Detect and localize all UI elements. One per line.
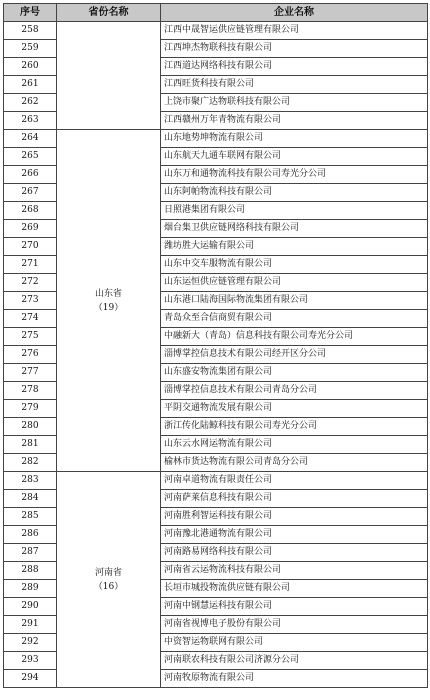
row-number: 288 (4, 562, 57, 580)
company-name: 潍坊胜大运输有限公司 (161, 238, 428, 256)
province-name: 河南省 (94, 567, 122, 578)
row-number: 294 (4, 670, 57, 688)
row-number: 272 (4, 274, 57, 292)
row-number: 278 (4, 382, 57, 400)
company-name: 河南豫北港通物流有限公司 (161, 526, 428, 544)
row-number: 269 (4, 220, 57, 238)
row-number: 279 (4, 400, 57, 418)
company-name: 山东盛安物流集团有限公司 (161, 364, 428, 382)
row-number: 275 (4, 328, 57, 346)
company-name: 中融新大（青岛）信息科技有限公司寿光分公司 (161, 328, 428, 346)
company-name: 平阴交通物流发展有限公司 (161, 400, 428, 418)
row-number: 285 (4, 508, 57, 526)
table-row (4, 22, 428, 40)
row-number: 266 (4, 166, 57, 184)
company-name: 淄博掌控信息技术有限公司经开区分公司 (161, 346, 428, 364)
row-number: 264 (4, 130, 57, 148)
company-name: 山东万和通物流科技有限公司寿光分公司 (161, 166, 428, 184)
company-name: 江西中晟智运供应链管理有限公司 (161, 22, 428, 40)
company-name: 江西旺货科技有限公司 (161, 76, 428, 94)
company-name: 河南牧原物流有限公司 (161, 670, 428, 688)
province-name: 山东省 (94, 288, 122, 299)
row-number: 263 (4, 112, 57, 130)
company-name: 山东地势坤物流有限公司 (161, 130, 428, 148)
row-number: 280 (4, 418, 57, 436)
row-number: 282 (4, 454, 57, 472)
province-count: （16） (93, 581, 124, 592)
company-name: 山东云水网运物流有限公司 (161, 436, 428, 454)
row-number: 287 (4, 544, 57, 562)
row-number: 277 (4, 364, 57, 382)
row-number: 268 (4, 202, 57, 220)
company-name: 江西赣州万年青物流有限公司 (161, 112, 428, 130)
province-label (57, 287, 160, 315)
header-no: 序号 (4, 4, 57, 22)
row-number: 293 (4, 652, 57, 670)
company-name: 烟台集卫供应链网络科技有限公司 (161, 220, 428, 238)
company-name: 河南省视博电子股份有限公司 (161, 616, 428, 634)
company-name: 山东中交车服物流有限公司 (161, 256, 428, 274)
row-number: 276 (4, 346, 57, 364)
row-number: 265 (4, 148, 57, 166)
company-name: 山东阿帕物流科技有限公司 (161, 184, 428, 202)
company-name: 河南路易网络科技有限公司 (161, 544, 428, 562)
province-label (57, 566, 160, 594)
company-name: 日照港集团有限公司 (161, 202, 428, 220)
row-number: 284 (4, 490, 57, 508)
company-name: 河南萨莱信息科技有限公司 (161, 490, 428, 508)
company-name: 山东运恒供应链管理有限公司 (161, 274, 428, 292)
province-cell (57, 472, 161, 688)
row-number: 258 (4, 22, 57, 40)
company-name: 江西坤杰物联科技有限公司 (161, 40, 428, 58)
header-company: 企业名称 (161, 4, 428, 22)
company-name: 榆林市货达物流有限公司青岛分公司 (161, 454, 428, 472)
company-name: 山东航天九通车联网有限公司 (161, 148, 428, 166)
row-number: 273 (4, 292, 57, 310)
company-name: 河南胜利智运科技有限公司 (161, 508, 428, 526)
company-name: 上饶市聚广达物联科技有限公司 (161, 94, 428, 112)
company-name: 淄博掌控信息技术有限公司青岛分公司 (161, 382, 428, 400)
row-number: 286 (4, 526, 57, 544)
row-number: 262 (4, 94, 57, 112)
company-name: 河南省云运物流科技有限公司 (161, 562, 428, 580)
table-body (4, 22, 428, 688)
company-name: 山东港口陆海国际物流集团有限公司 (161, 292, 428, 310)
company-name: 长垣市城投物流供应链有限公司 (161, 580, 428, 598)
table-row (4, 130, 428, 148)
company-name: 青岛众至合信商贸有限公司 (161, 310, 428, 328)
row-number: 291 (4, 616, 57, 634)
company-name: 河南联农科技有限公司济源分公司 (161, 652, 428, 670)
province-count: （19） (93, 302, 124, 313)
row-number: 274 (4, 310, 57, 328)
row-number: 260 (4, 58, 57, 76)
row-number: 270 (4, 238, 57, 256)
table-row (4, 472, 428, 490)
row-number: 292 (4, 634, 57, 652)
row-number: 271 (4, 256, 57, 274)
row-number: 267 (4, 184, 57, 202)
company-name: 河南中钢慧运科技有限公司 (161, 598, 428, 616)
enterprise-table (3, 3, 428, 688)
company-name: 江西道达网络科技有限公司 (161, 58, 428, 76)
row-number: 290 (4, 598, 57, 616)
row-number: 259 (4, 40, 57, 58)
row-number: 261 (4, 76, 57, 94)
header-province: 省份名称 (57, 4, 161, 22)
row-number: 289 (4, 580, 57, 598)
table-header-row (4, 4, 428, 22)
row-number: 281 (4, 436, 57, 454)
company-name: 河南卓道物流有限责任公司 (161, 472, 428, 490)
province-cell (57, 22, 161, 130)
row-number: 283 (4, 472, 57, 490)
company-name: 浙江传化陆鲸科技有限公司寿光分公司 (161, 418, 428, 436)
province-cell (57, 130, 161, 472)
company-name: 中资智运物联网有限公司 (161, 634, 428, 652)
